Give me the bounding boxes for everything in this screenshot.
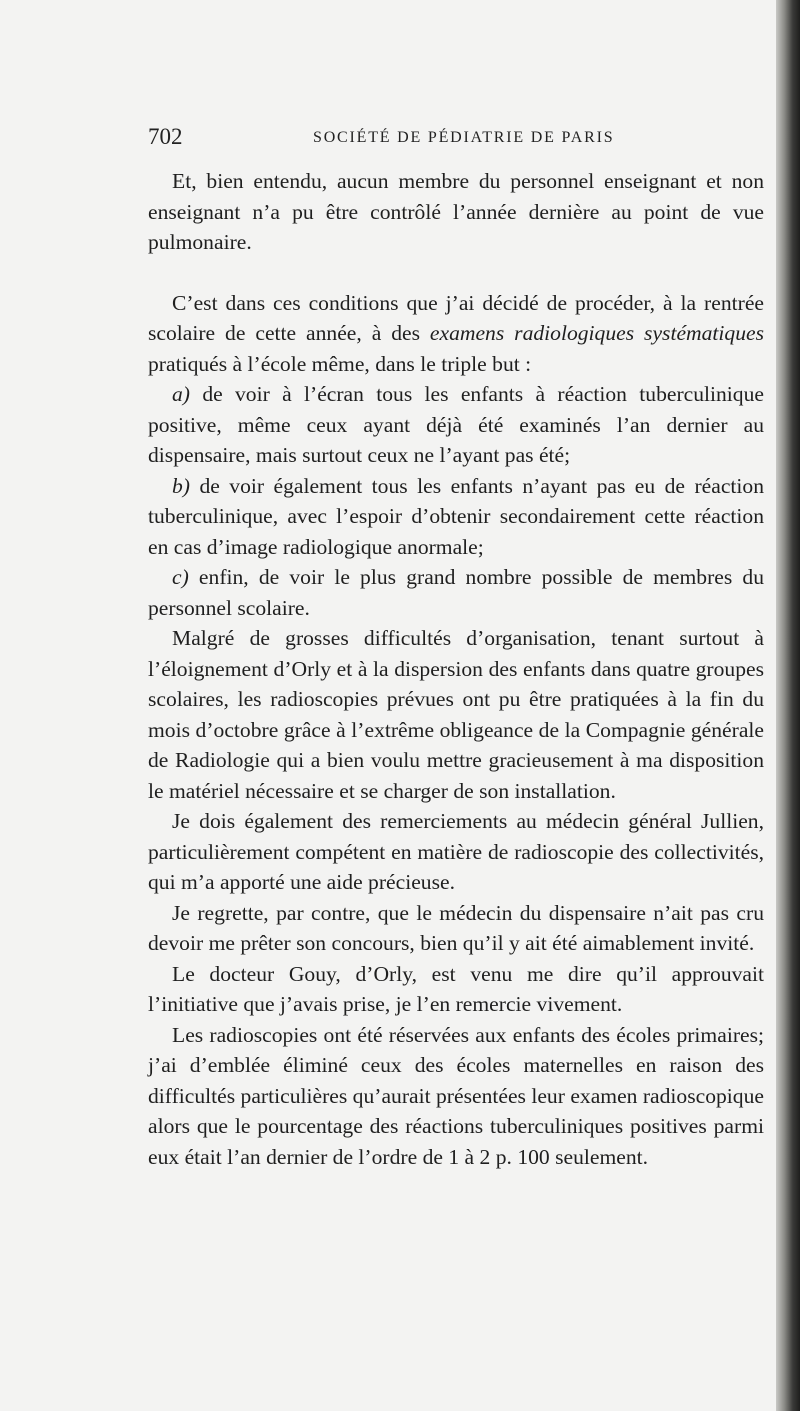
page-number: 702 <box>148 124 183 149</box>
paragraph-7: Je dois également des remerciements au médecin général Jullien, particulièrement compétent en matière de radioscopie des collectivités, qui m’a apporté une aide précieuse. <box>148 809 764 894</box>
paragraph-1: Et, bien entendu, aucun membre du personnel enseignant et non enseignant n’a pu être contrôlé l’année dernière au point de vue pulmonaire. <box>148 169 764 254</box>
list-item-b <box>148 471 764 563</box>
paragraph-9: Le docteur Gouy, d’Orly, est venu me dire qu’il approuvait l’initiative que j’avais prise, je l’en remercie vivement. <box>148 961 764 1016</box>
page-edge-shadow <box>776 0 800 1411</box>
paragraph-6: Malgré de grosses difficultés d’organisation, tenant surtout à l’éloignement d’Orly et à la dispersion des enfants dans quatre groupes scolaires, les radioscopies prévues ont pu être pratiquées à la fin du mois d’octobre grâce à l’extrême obligeance de la Compagnie générale de Radiologie qui a bien voulu mettre gracieusement à ma disposition le matériel nécessaire et se charger de son installation. <box>148 626 764 803</box>
list-item-c-label: c) <box>172 565 189 589</box>
list-item-b-text: de voir également tous les enfants n’ayant pas eu de réaction tuberculinique, avec l’espoir d’obtenir secondairement cette réaction en cas d’image radiologique anormale; <box>148 473 764 559</box>
list-item-c <box>148 562 764 623</box>
paragraph-2-text-end: pratiqués à l’école même, dans le triple but : <box>148 351 532 376</box>
list-item-a-label: a) <box>172 382 190 406</box>
body-text <box>148 166 764 1172</box>
paragraph-2-italic-phrase: examens radiologiques systématiques <box>429 321 765 345</box>
page-header <box>148 122 772 152</box>
running-head: SOCIÉTÉ DE PÉDIATRIE DE PARIS <box>313 129 615 146</box>
list-item-a-text: de voir à l’écran tous les enfants à réaction tuberculinique positive, même ceux ayant déjà été examinés l’an dernier au dispensaire, mais surtout ceux ne l’ayant pas été; <box>148 382 764 467</box>
list-item-a <box>148 379 764 471</box>
list-item-b-label: b) <box>172 473 190 498</box>
paragraph-2 <box>148 288 764 380</box>
paragraph-8: Je regrette, par contre, que le médecin du dispensaire n’ait pas cru devoir me prêter son concours, bien qu’il y ait été aimablement invité. <box>148 900 764 955</box>
list-item-c-text: enfin, de voir le plus grand nombre possible de membres du personnel scolaire. <box>148 565 764 620</box>
paragraph-2-text-start: C’est dans ces conditions que j’ai décidé de procéder, à la rentrée scolaire de cette année, à des <box>148 290 764 345</box>
paragraph-10: Les radioscopies ont été réservées aux enfants des écoles primaires; j’ai d’emblée éliminé ceux des écoles maternelles en raison des difficultés particulières qu’aurait présentées leur examen radioscopique alors que le pourcentage des réactions tuberculiniques positives parmi eux était l’an dernier de l’ordre de 1 à 2 p. 100 seulement. <box>148 1022 764 1169</box>
